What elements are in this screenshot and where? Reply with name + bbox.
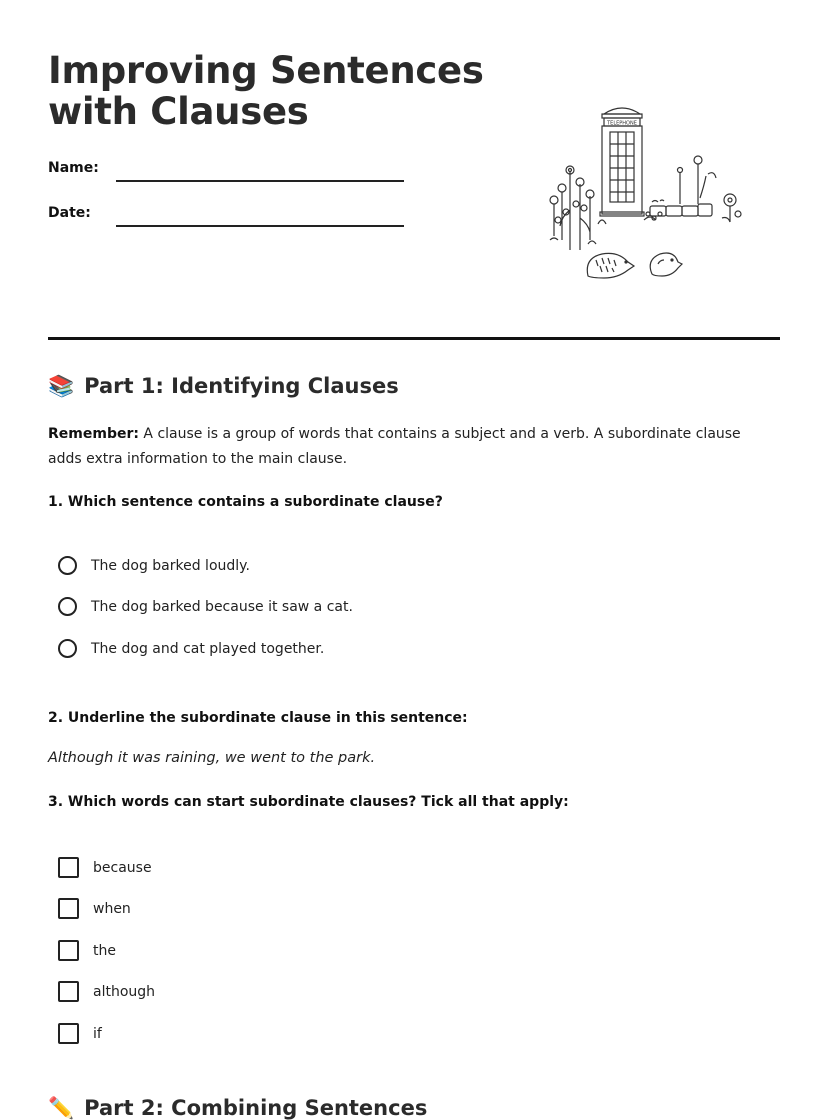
worksheet-title — [48, 50, 508, 132]
flowers-right-drawing — [678, 156, 742, 222]
remember-text: A clause is a group of words that contains a subject and a verb. A subordinate clause adds extra information to the main clause. — [48, 426, 741, 467]
question-2-sentence[interactable]: Although it was raining, we went to the park. — [48, 750, 376, 766]
question-2: 2. Underline the subordinate clause in this sentence: — [48, 710, 468, 726]
radio-option[interactable] — [58, 556, 250, 575]
flowers-left-drawing — [550, 166, 596, 250]
name-label: Name: — [48, 160, 99, 176]
remember-note — [48, 422, 768, 472]
option-label: The dog barked loudly. — [91, 557, 250, 574]
checkbox-option[interactable] — [58, 981, 155, 1002]
checkbox-option[interactable] — [58, 1023, 102, 1044]
radio-option[interactable] — [58, 639, 324, 658]
checkbox-option[interactable] — [58, 857, 152, 878]
part2-heading — [48, 1096, 427, 1120]
option-label: the — [93, 942, 116, 959]
option-label: when — [93, 900, 131, 917]
radio-circle-icon[interactable] — [58, 597, 77, 616]
option-label: if — [93, 1025, 102, 1042]
svg-text:TELEPHONE: TELEPHONE — [607, 120, 637, 127]
part2-title: Part 2: Combining Sentences — [84, 1096, 428, 1120]
option-label: The dog barked because it saw a cat. — [91, 598, 353, 615]
option-label: The dog and cat played together. — [91, 640, 325, 657]
remember-label: Remember: — [48, 426, 139, 442]
hedgehogs-drawing — [587, 253, 682, 278]
radio-circle-icon[interactable] — [58, 639, 77, 658]
part1-title: Part 1: Identifying Clauses — [84, 374, 399, 398]
checkbox-option[interactable] — [58, 898, 131, 919]
pencil-icon: ✏️ — [48, 1095, 75, 1120]
telephone-box-drawing — [600, 108, 644, 216]
question-1: 1. Which sentence contains a subordinate clause? — [48, 494, 443, 510]
title-line-2: with Clauses — [48, 90, 309, 133]
books-icon: 📚 — [48, 373, 75, 398]
question-3: 3. Which words can start subordinate clauses? Tick all that apply: — [48, 794, 569, 810]
checkbox-icon[interactable] — [58, 1023, 79, 1044]
header-divider — [48, 337, 780, 340]
phone-box-garden-illustration — [540, 100, 746, 286]
radio-option[interactable] — [58, 597, 353, 616]
checkbox-option[interactable] — [58, 940, 116, 961]
date-line[interactable] — [116, 225, 404, 227]
checkbox-icon[interactable] — [58, 940, 79, 961]
radio-circle-icon[interactable] — [58, 556, 77, 575]
title-line-1: Improving Sentences — [48, 49, 484, 92]
checkbox-icon[interactable] — [58, 898, 79, 919]
name-line[interactable] — [116, 180, 404, 182]
option-label: although — [93, 983, 156, 1000]
checkbox-icon[interactable] — [58, 857, 79, 878]
checkbox-icon[interactable] — [58, 981, 79, 1002]
date-label: Date: — [48, 205, 91, 221]
garden-wall-drawing — [650, 200, 712, 216]
option-label: because — [93, 859, 152, 876]
part1-heading — [48, 374, 399, 398]
